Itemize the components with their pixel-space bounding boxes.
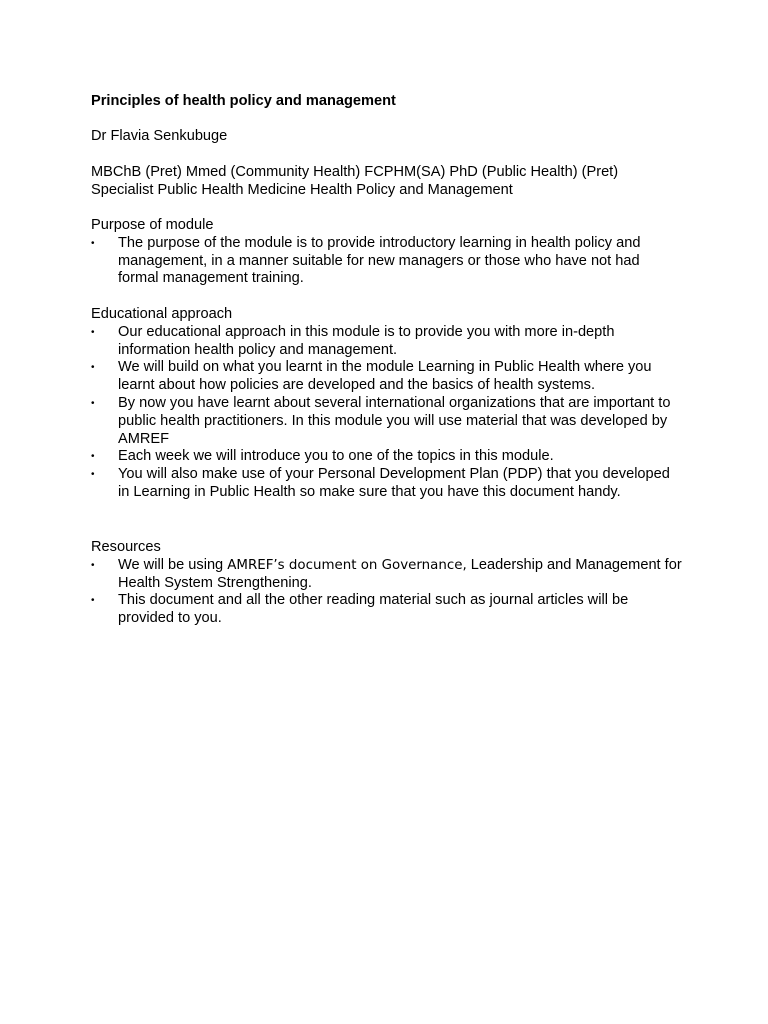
section-educational-approach — [91, 306, 691, 502]
list-item-text — [118, 557, 682, 591]
resources-list — [91, 557, 691, 628]
list-item — [91, 235, 683, 288]
list-item — [91, 395, 683, 448]
resource-text-tail: Leadership and Management for Health System Strengthening. — [118, 556, 682, 591]
list-item-text: The purpose of the module is to provide introductory learning in health policy and management, in a manner suitable for new managers or those who have not had formal management training. — [118, 234, 641, 287]
bullet-icon: • — [91, 595, 95, 607]
credentials-degrees: MBChB (Pret) Mmed (Community Health) FCPHM(SA) PhD (Public Health) (Pret) — [91, 164, 619, 180]
credentials-specialty: Specialist Public Health Medicine Health Policy and Management — [91, 181, 513, 198]
list-item-text: By now you have learnt about several international organizations that are important to public health practitioners. In this module you will use material that was developed by AMREF — [118, 394, 671, 447]
list-item — [91, 448, 683, 466]
bullet-icon: • — [91, 362, 95, 374]
resource-text-lead: We will be using — [118, 556, 228, 573]
list-item-text: Our educational approach in this module is to provide you with more in-depth information health policy and management. — [118, 323, 615, 358]
section-heading-educational-approach: Educational approach — [91, 306, 233, 322]
list-item-text: This document and all the other reading material such as journal articles will be provided to you. — [118, 592, 629, 627]
bullet-icon: • — [91, 397, 95, 409]
section-heading-purpose: Purpose of module — [91, 217, 214, 233]
bullet-icon: • — [91, 326, 95, 338]
list-item — [91, 592, 683, 628]
section-heading-resources: Resources — [91, 539, 161, 555]
list-item-text: We will build on what you learnt in the module Learning in Public Health where you learnt about how policies are developed and the basics of health systems. — [118, 359, 652, 394]
bullet-icon: • — [91, 237, 95, 249]
section-resources — [91, 539, 691, 628]
bullet-icon: • — [91, 451, 95, 463]
section-purpose — [91, 217, 691, 288]
list-item — [91, 324, 683, 360]
document-title: Principles of health policy and management — [91, 93, 396, 109]
author-name: Dr Flavia Senkubuge — [91, 128, 228, 144]
bullet-icon: • — [91, 469, 95, 481]
resource-text-document-name: AMREF’s document on Governance, — [227, 557, 467, 573]
list-item — [91, 557, 683, 593]
list-item — [91, 466, 683, 502]
author-credentials — [91, 164, 691, 200]
purpose-list — [91, 235, 691, 288]
bullet-icon: • — [91, 559, 95, 571]
educational-list — [91, 324, 691, 502]
list-item — [91, 359, 683, 395]
list-item-text: You will also make use of your Personal Development Plan (PDP) that you developed in Learning in Public Health so make sure that you have this document handy. — [118, 466, 670, 500]
list-item-text: Each week we will introduce you to one of the topics in this module. — [118, 448, 554, 465]
